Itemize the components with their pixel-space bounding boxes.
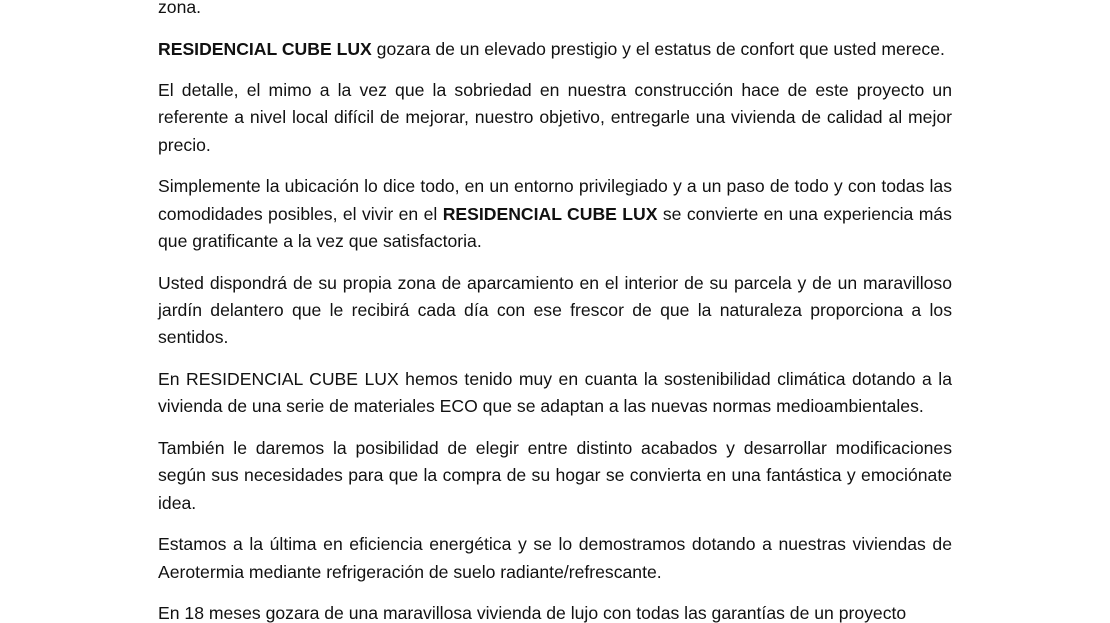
paragraph-2 xyxy=(158,36,952,63)
text-run: zona. xyxy=(158,0,202,17)
paragraph-1 xyxy=(158,0,952,21)
text-run: En 18 meses gozara de una maravillosa vivienda de lujo con todas las garantías de un proyecto xyxy=(158,603,907,623)
text-run: El detalle, el mimo a la vez que la sobriedad en nuestra construcción hace de este proyecto un referente a nivel local difícil de mejorar, nuestro objetivo, entregarle una vivienda de calidad al mejor precio. xyxy=(158,80,952,155)
paragraph-8 xyxy=(158,531,952,586)
text-run: Estamos a la última en eficiencia energética y se lo demostramos dotando a nuestras viviendas de Aerotermia mediante refrigeración de suelo radiante/refrescante. xyxy=(158,534,952,582)
paragraph-3 xyxy=(158,77,952,159)
bold-text-run: RESIDENCIAL CUBE LUX xyxy=(442,203,658,224)
paragraph-5 xyxy=(158,270,952,352)
text-run: Usted dispondrá de su propia zona de aparcamiento en el interior de su parcela y de un maravilloso jardín delantero que le recibirá cada día con ese frescor de que la naturaleza proporciona a los sentidos. xyxy=(158,272,952,348)
text-run: se convierte en una experiencia más que gratificante a la vez que satisfactoria. xyxy=(158,203,952,252)
paragraph-7 xyxy=(158,435,952,517)
text-run: Simplemente la ubicación lo dice todo, en un entorno privilegiado y a un paso de todo y con todas las comodidades posibles, el vivir en el xyxy=(158,176,952,224)
paragraph-9 xyxy=(158,600,952,623)
paragraph-4 xyxy=(158,173,952,255)
text-run: En RESIDENCIAL CUBE LUX hemos tenido muy en cuanta la sostenibilidad climática dotando a la vivienda de una serie de materiales ECO que se adaptan a las nuevas normas medioambientales. xyxy=(158,368,952,417)
paragraph-6 xyxy=(158,366,952,421)
bold-text-run: RESIDENCIAL CUBE LUX xyxy=(158,38,372,59)
document-body xyxy=(158,0,952,623)
text-run: gozara de un elevado prestigio y el estatus de confort que usted merece. xyxy=(371,38,945,59)
text-run: También le daremos la posibilidad de elegir entre distinto acabados y desarrollar modificaciones según sus necesidades para que la compra de su hogar se convierta en una fantástica y emociónate idea. xyxy=(158,437,952,513)
